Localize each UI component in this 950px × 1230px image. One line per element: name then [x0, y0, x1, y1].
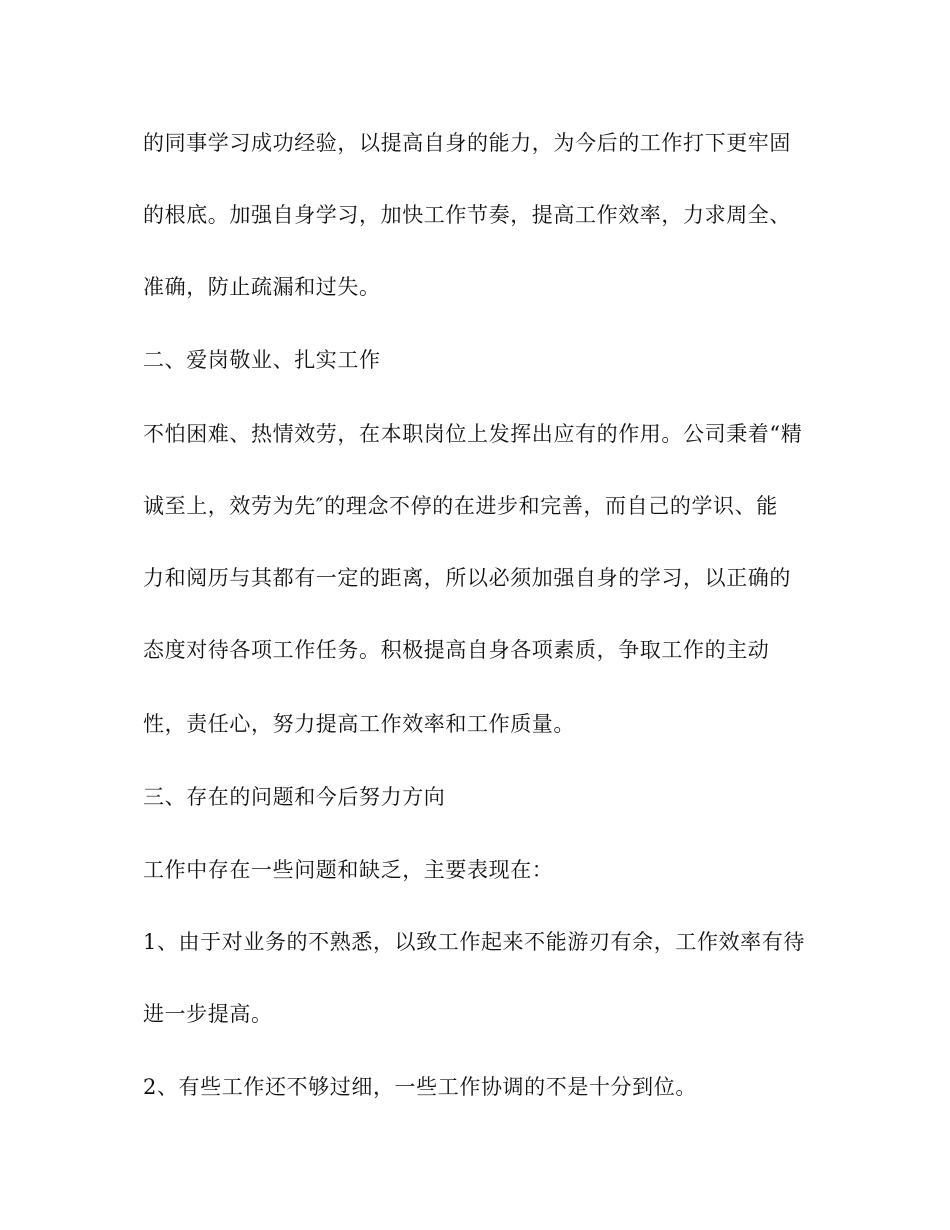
- text-line: 工作中存在一些问题和缺乏，主要表现在：: [143, 858, 554, 882]
- text-line: 的根底。加强自身学习，加快工作节奏，提高工作效率，力求周全、: [143, 203, 791, 227]
- text-line: 诚至上，效劳为先″的理念不停的在进步和完善，而自己的学识、能: [143, 494, 778, 518]
- text-line: 态度对待各项工作任务。积极提高自身各项素质，争取工作的主动: [143, 638, 770, 662]
- text-line: 性，责任心，努力提高工作效率和工作质量。: [143, 712, 575, 736]
- list-item: 2、有些工作还不够过细，一些工作协调的不是十分到位。: [143, 1075, 697, 1099]
- list-item: 1、由于对业务的不熟悉，以致工作起来不能游刃有余，工作效率有待: [143, 930, 805, 954]
- text-line: 不怕困难、热情效劳，在本职岗位上发挥出应有的作用。公司秉着“精: [143, 422, 803, 446]
- text-line: 力和阅历与其都有一定的距离，所以必须加强自身的学习，以正确的: [143, 566, 791, 590]
- text-line: 的同事学习成功经验，以提高自身的能力，为今后的工作打下更牢固: [143, 131, 791, 155]
- section-heading: 二、爱岗敬业、扎实工作: [143, 348, 381, 372]
- text-line: 进一步提高。: [143, 1002, 273, 1026]
- text-line: 准确，防止疏漏和过失。: [143, 275, 381, 299]
- section-heading: 三、存在的问题和今后努力方向: [143, 785, 446, 809]
